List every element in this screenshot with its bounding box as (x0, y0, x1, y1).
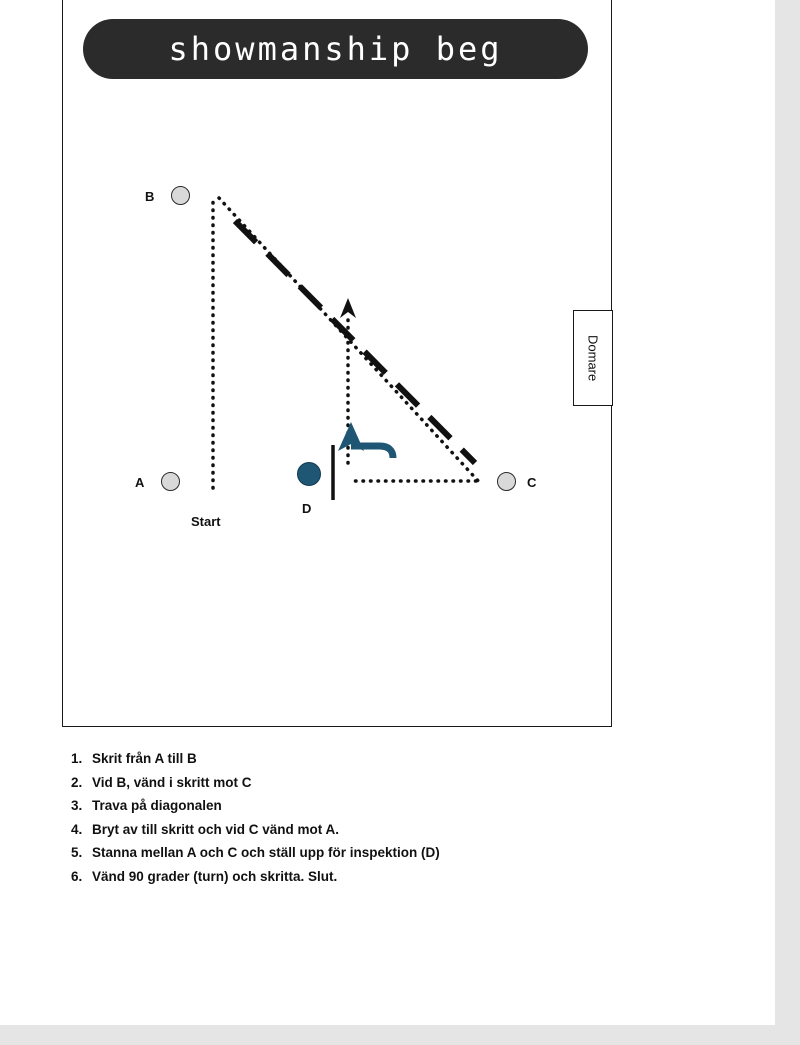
list-item: 3. Trava på diagonalen (86, 799, 726, 813)
instruction-list (58, 752, 726, 893)
turn-arrow-curve (351, 446, 393, 458)
marker-label-c: C (527, 475, 537, 490)
path-trot-diagonal (235, 221, 475, 463)
page-margin-bottom (0, 1025, 800, 1045)
judge-box (573, 310, 613, 406)
page-margin-right (775, 0, 800, 1045)
marker-label-a: A (135, 475, 145, 490)
list-item: 4. Bryt av till skritt och vid C vänd mot A. (86, 823, 726, 837)
list-item: 1. Skrit från A till B (86, 752, 726, 766)
marker-b (171, 186, 190, 205)
start-label: Start (191, 514, 221, 529)
judge-label: Domare (585, 334, 601, 382)
marker-label-b: B (145, 189, 155, 204)
arena-diagram (62, 0, 612, 727)
pattern-paths (63, 0, 613, 728)
list-item: 6. Vänd 90 grader (turn) och skritta. Slut. (86, 870, 726, 884)
marker-d (297, 462, 321, 486)
page-title: showmanship beg (168, 30, 503, 68)
arrowhead-up-icon (340, 298, 356, 318)
marker-c (497, 472, 516, 491)
marker-a (161, 472, 180, 491)
list-item: 5. Stanna mellan A och C och ställ upp för inspektion (D) (86, 846, 726, 860)
list-item: 2. Vid B, vänd i skritt mot C (86, 776, 726, 790)
marker-label-d: D (302, 501, 312, 516)
